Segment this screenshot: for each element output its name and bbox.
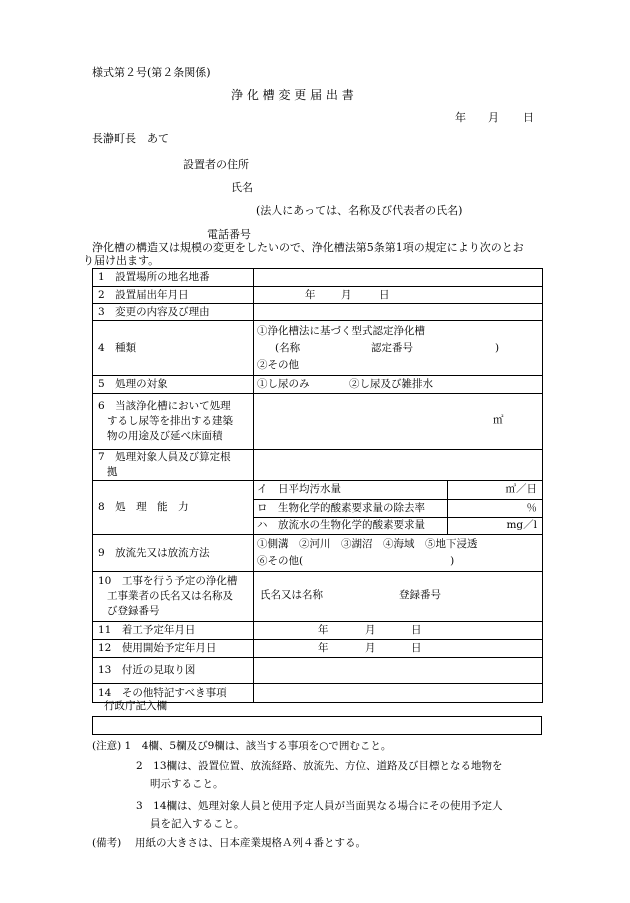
row-2-month: 月 <box>341 289 352 301</box>
row-11-value <box>254 622 543 640</box>
row-8-value <box>254 481 543 535</box>
notification-table <box>92 268 543 703</box>
row-10-value <box>254 572 543 622</box>
addressee: 長瀞町長 あて <box>92 132 169 145</box>
row-9-value <box>254 535 543 572</box>
row-4-label: 4 種類 <box>93 321 254 376</box>
row-4-option-2: ②その他 <box>257 359 299 371</box>
office-use-label: 行政庁記入欄 <box>104 700 167 712</box>
applicant-phone-label: 電話番号 <box>207 228 251 241</box>
row-8-item-b-unit: ％ <box>447 499 542 517</box>
row-4-option-1: ①浄化槽法に基づく型式認定浄化槽 <box>257 325 425 337</box>
row-6-value <box>254 394 543 450</box>
row-8-item-c-unit: mg／l <box>506 519 537 532</box>
row-7-value <box>254 450 543 481</box>
row-5-value <box>254 376 543 394</box>
row-6-label <box>93 394 254 450</box>
row-11-month: 月 <box>365 624 376 636</box>
row-13-value <box>254 658 543 684</box>
row-10-reg-label: 登録番号 <box>399 589 441 601</box>
row-11-year: 年 <box>318 624 329 636</box>
remark: (備考) 用紙の大きさは、日本産業規格Ａ列４番とする。 <box>92 837 367 849</box>
row-5-option-1: ①し尿のみ <box>257 378 310 390</box>
row-14-value <box>254 684 543 703</box>
note-2-line-2: 明示すること。 <box>150 778 224 790</box>
row-7-label-line-2: 拠 <box>107 466 118 478</box>
row-8-label: 8 処 理 能 力 <box>93 481 254 535</box>
row-8-item-c-label: ハ 放流水の生物化学的酸素要求量 <box>254 517 447 534</box>
row-5-option-2: ②し尿及び雑排水 <box>349 378 433 390</box>
row-10-label-line-3: び登録番号 <box>107 605 160 617</box>
applicant-address-label: 設置者の住所 <box>183 158 249 171</box>
row-5-treatment-target <box>93 376 543 394</box>
row-8-subtable <box>254 481 542 534</box>
row-10-contractor <box>93 572 543 622</box>
row-14-label: 14 その他特記すべき事項 <box>93 684 254 703</box>
row-7-persons <box>93 450 543 481</box>
row-11-label: 11 着工予定年月日 <box>93 622 254 640</box>
row-3-change <box>93 304 543 321</box>
row-6-building-use <box>93 394 543 450</box>
row-9-line-2: ⑥その他( ) <box>257 555 455 567</box>
row-1-label: 1 設置場所の地名地番 <box>93 269 254 287</box>
applicant-name-label: 氏名 <box>231 181 253 194</box>
row-2-notification-date <box>93 287 543 304</box>
row-7-label-line-1: 7 処理対象人員及び算定根 <box>98 451 231 463</box>
intro-line-2: り届け出ます。 <box>83 254 160 267</box>
row-10-name-label: 氏名又は名称 <box>260 589 323 601</box>
note-2-line-1: 2 13欄は、設置位置、放流経路、放流先、方位、道路及び目標となる地物を <box>136 760 503 772</box>
form-number: 様式第２号(第２条関係) <box>92 66 211 79</box>
row-9-discharge <box>93 535 543 572</box>
row-10-label <box>93 572 254 622</box>
row-8-capacity <box>93 481 543 535</box>
row-12-year: 年 <box>318 642 329 654</box>
intro-line-1: 浄化槽の構造又は規模の変更をしたいので、浄化槽法第5条第1項の規定により次のとお <box>92 241 524 254</box>
row-9-label: 9 放流先又は放流方法 <box>93 535 254 572</box>
office-use-box <box>92 716 542 735</box>
row-6-label-line-3: 物の用途及び延べ床面積 <box>107 430 223 442</box>
row-12-use-date <box>93 640 543 658</box>
applicant-name-note: (法人にあっては、名称及び代表者の氏名) <box>256 204 463 217</box>
row-6-label-line-2: するし尿等を排出する建築 <box>107 415 233 427</box>
date-month-label: 月 <box>488 111 499 124</box>
row-5-label: 5 処理の対象 <box>93 376 254 394</box>
row-3-label: 3 変更の内容及び理由 <box>93 304 254 321</box>
row-9-line-1: ①側溝 ②河川 ③湖沼 ④海域 ⑤地下浸透 <box>257 538 478 550</box>
row-8-item-a-label: イ 日平均汚水量 <box>254 481 447 499</box>
row-6-unit: ㎡ <box>493 414 504 426</box>
row-4-cert-number: 認定番号 <box>371 342 413 354</box>
row-11-day: 日 <box>411 624 422 636</box>
row-10-label-line-2: 工事業者の氏名又は名称及 <box>107 590 233 602</box>
row-2-year: 年 <box>305 289 316 301</box>
note-3-line-2: 員を記入すること。 <box>150 818 245 830</box>
row-1-location <box>93 269 543 287</box>
row-4-value <box>254 321 543 376</box>
row-4-type <box>93 321 543 376</box>
row-13-label: 13 付近の見取り図 <box>93 658 254 684</box>
row-10-label-line-1: 10 工事を行う予定の浄化槽 <box>98 575 238 587</box>
document-title: 浄 化 槽 変 更 届 出 書 <box>231 88 354 102</box>
row-4-name-open: (名称 <box>275 342 301 354</box>
row-8-item-a-unit: ㎥／日 <box>447 481 542 499</box>
row-1-value <box>254 269 543 287</box>
row-7-label <box>93 450 254 481</box>
date-year-label: 年 <box>455 111 466 124</box>
row-12-value <box>254 640 543 658</box>
row-8-item-a <box>254 481 542 499</box>
row-12-day: 日 <box>411 642 422 654</box>
note-3-line-1: 3 14欄は、処理対象人員と使用予定人員が当面異なる場合にその使用予定人 <box>136 800 503 812</box>
date-day-label: 日 <box>523 111 534 124</box>
row-2-day: 日 <box>379 289 390 301</box>
row-13-map <box>93 658 543 684</box>
row-12-label: 12 使用開始予定年月日 <box>93 640 254 658</box>
row-4-close-paren: ) <box>495 342 500 354</box>
row-11-start-date <box>93 622 543 640</box>
row-2-value <box>254 287 543 304</box>
note-1: (注意) 1 4欄、5欄及び9欄は、該当する事項を○で囲むこと。 <box>92 740 392 752</box>
row-8-item-c <box>254 517 542 534</box>
row-3-value <box>254 304 543 321</box>
row-8-item-b <box>254 499 542 517</box>
row-8-item-b-label: ロ 生物化学的酸素要求量の除去率 <box>254 499 447 517</box>
row-2-label: 2 設置届出年月日 <box>93 287 254 304</box>
row-12-month: 月 <box>365 642 376 654</box>
row-6-label-line-1: 6 当該浄化槽において処理 <box>98 400 231 412</box>
